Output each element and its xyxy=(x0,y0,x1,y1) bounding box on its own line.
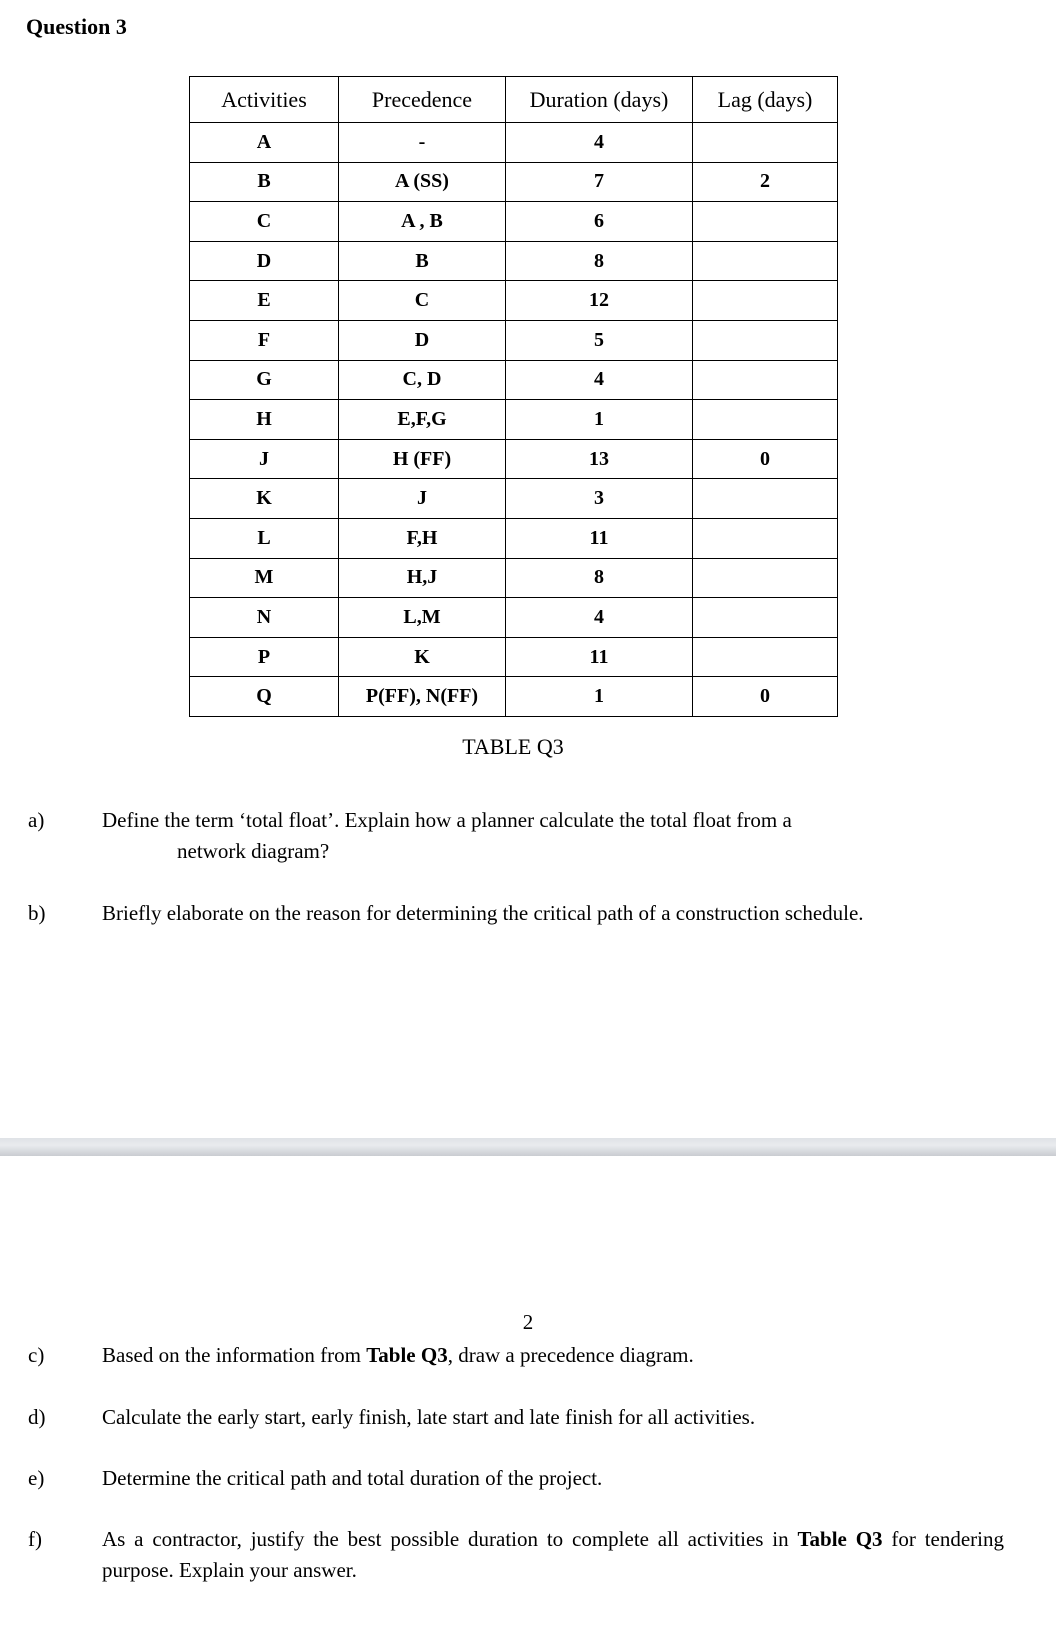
table-row xyxy=(190,637,838,677)
page-number: 2 xyxy=(522,1310,534,1334)
question-c-label: c) xyxy=(28,1343,45,1367)
cell-duration: 4 xyxy=(506,598,693,638)
question-b-text: Briefly elaborate on the reason for determining the critical path of a construction schedule. xyxy=(102,901,864,925)
cell-activity: J xyxy=(190,439,339,479)
cell-precedence: C xyxy=(339,281,506,321)
cell-precedence: F,H xyxy=(339,518,506,558)
cell-lag: 0 xyxy=(693,439,838,479)
question-e-text: Determine the critical path and total duration of the project. xyxy=(102,1466,603,1490)
question-f-text-after: for tendering purpose. Explain your answer. xyxy=(102,1527,1005,1582)
question-a-line1: Define the term ‘total float’. Explain how a planner calculate the total float from a xyxy=(102,808,792,832)
cell-lag xyxy=(693,360,838,400)
header-precedence: Precedence xyxy=(339,77,506,123)
table-row xyxy=(190,677,838,717)
question-f-bold: Table Q3 xyxy=(797,1527,883,1551)
cell-duration: 8 xyxy=(506,558,693,598)
cell-lag xyxy=(693,637,838,677)
cell-duration: 3 xyxy=(506,479,693,519)
table-row xyxy=(190,162,838,202)
question-e xyxy=(0,1463,1056,1498)
cell-activity: D xyxy=(190,241,339,281)
cell-lag xyxy=(693,241,838,281)
cell-precedence: K xyxy=(339,637,506,677)
cell-activity: M xyxy=(190,558,339,598)
cell-lag xyxy=(693,558,838,598)
cell-precedence: A , B xyxy=(339,202,506,242)
question-f-text xyxy=(102,1524,1004,1586)
question-c-text-before: Based on the information from xyxy=(102,1343,367,1367)
question-b-label: b) xyxy=(28,901,46,925)
question-a xyxy=(0,805,1056,875)
question-d xyxy=(0,1402,1056,1437)
cell-duration: 7 xyxy=(506,162,693,202)
cell-precedence: D xyxy=(339,320,506,360)
table-row xyxy=(190,123,838,163)
question-f xyxy=(0,1524,1056,1594)
question-e-label: e) xyxy=(28,1466,45,1490)
cell-lag xyxy=(693,518,838,558)
table-caption: TABLE Q3 xyxy=(462,734,564,759)
cell-activity: F xyxy=(190,320,339,360)
cell-precedence: P(FF), N(FF) xyxy=(339,677,506,717)
header-duration: Duration (days) xyxy=(506,77,693,123)
cell-precedence: - xyxy=(339,123,506,163)
table-row xyxy=(190,360,838,400)
cell-lag xyxy=(693,123,838,163)
cell-lag xyxy=(693,479,838,519)
question-c-text-after: , draw a precedence diagram. xyxy=(447,1343,694,1367)
header-lag: Lag (days) xyxy=(693,77,838,123)
cell-precedence: E,F,G xyxy=(339,400,506,440)
table-row xyxy=(190,202,838,242)
cell-precedence: H,J xyxy=(339,558,506,598)
cell-duration: 8 xyxy=(506,241,693,281)
table-row xyxy=(190,439,838,479)
question-f-text-before: As a contractor, justify the best possible duration to complete all activities in xyxy=(102,1527,798,1551)
cell-duration: 13 xyxy=(506,439,693,479)
cell-lag xyxy=(693,320,838,360)
cell-duration: 1 xyxy=(506,677,693,717)
cell-activity: K xyxy=(190,479,339,519)
table-row xyxy=(190,558,838,598)
question-f-label: f) xyxy=(28,1527,42,1551)
cell-activity: C xyxy=(190,202,339,242)
cell-activity: L xyxy=(190,518,339,558)
question-title: Question 3 xyxy=(26,14,127,39)
cell-precedence: H (FF) xyxy=(339,439,506,479)
cell-duration: 4 xyxy=(506,123,693,163)
question-a-label: a) xyxy=(28,808,45,832)
page-divider xyxy=(0,1138,1056,1156)
cell-duration: 12 xyxy=(506,281,693,321)
cell-activity: N xyxy=(190,598,339,638)
cell-activity: A xyxy=(190,123,339,163)
table-row xyxy=(190,320,838,360)
table-row xyxy=(190,281,838,321)
cell-lag xyxy=(693,202,838,242)
cell-lag: 2 xyxy=(693,162,838,202)
table-row xyxy=(190,598,838,638)
question-c-text xyxy=(102,1340,1004,1371)
cell-lag xyxy=(693,598,838,638)
cell-precedence: C, D xyxy=(339,360,506,400)
cell-activity: H xyxy=(190,400,339,440)
cell-activity: Q xyxy=(190,677,339,717)
cell-duration: 11 xyxy=(506,518,693,558)
cell-lag: 0 xyxy=(693,677,838,717)
question-c-bold: Table Q3 xyxy=(366,1343,448,1367)
question-a-text xyxy=(102,805,1004,867)
table-row xyxy=(190,241,838,281)
cell-precedence: L,M xyxy=(339,598,506,638)
cell-activity: G xyxy=(190,360,339,400)
cell-duration: 6 xyxy=(506,202,693,242)
table-row xyxy=(190,518,838,558)
cell-lag xyxy=(693,400,838,440)
cell-lag xyxy=(693,281,838,321)
table-row xyxy=(190,400,838,440)
question-c xyxy=(0,1340,1056,1375)
cell-duration: 11 xyxy=(506,637,693,677)
cell-precedence: A (SS) xyxy=(339,162,506,202)
question-d-label: d) xyxy=(28,1405,46,1429)
cell-activity: B xyxy=(190,162,339,202)
cell-duration: 4 xyxy=(506,360,693,400)
table-row xyxy=(190,479,838,519)
cell-activity: E xyxy=(190,281,339,321)
cell-precedence: B xyxy=(339,241,506,281)
question-a-line2: network diagram? xyxy=(177,839,330,863)
table-header-row xyxy=(190,77,838,123)
cell-activity: P xyxy=(190,637,339,677)
cell-duration: 5 xyxy=(506,320,693,360)
question-b xyxy=(0,898,1056,933)
question-d-text: Calculate the early start, early finish, late start and late finish for all activities. xyxy=(102,1405,756,1429)
cell-precedence: J xyxy=(339,479,506,519)
header-activities: Activities xyxy=(190,77,339,123)
cell-duration: 1 xyxy=(506,400,693,440)
table-q3 xyxy=(189,76,838,717)
